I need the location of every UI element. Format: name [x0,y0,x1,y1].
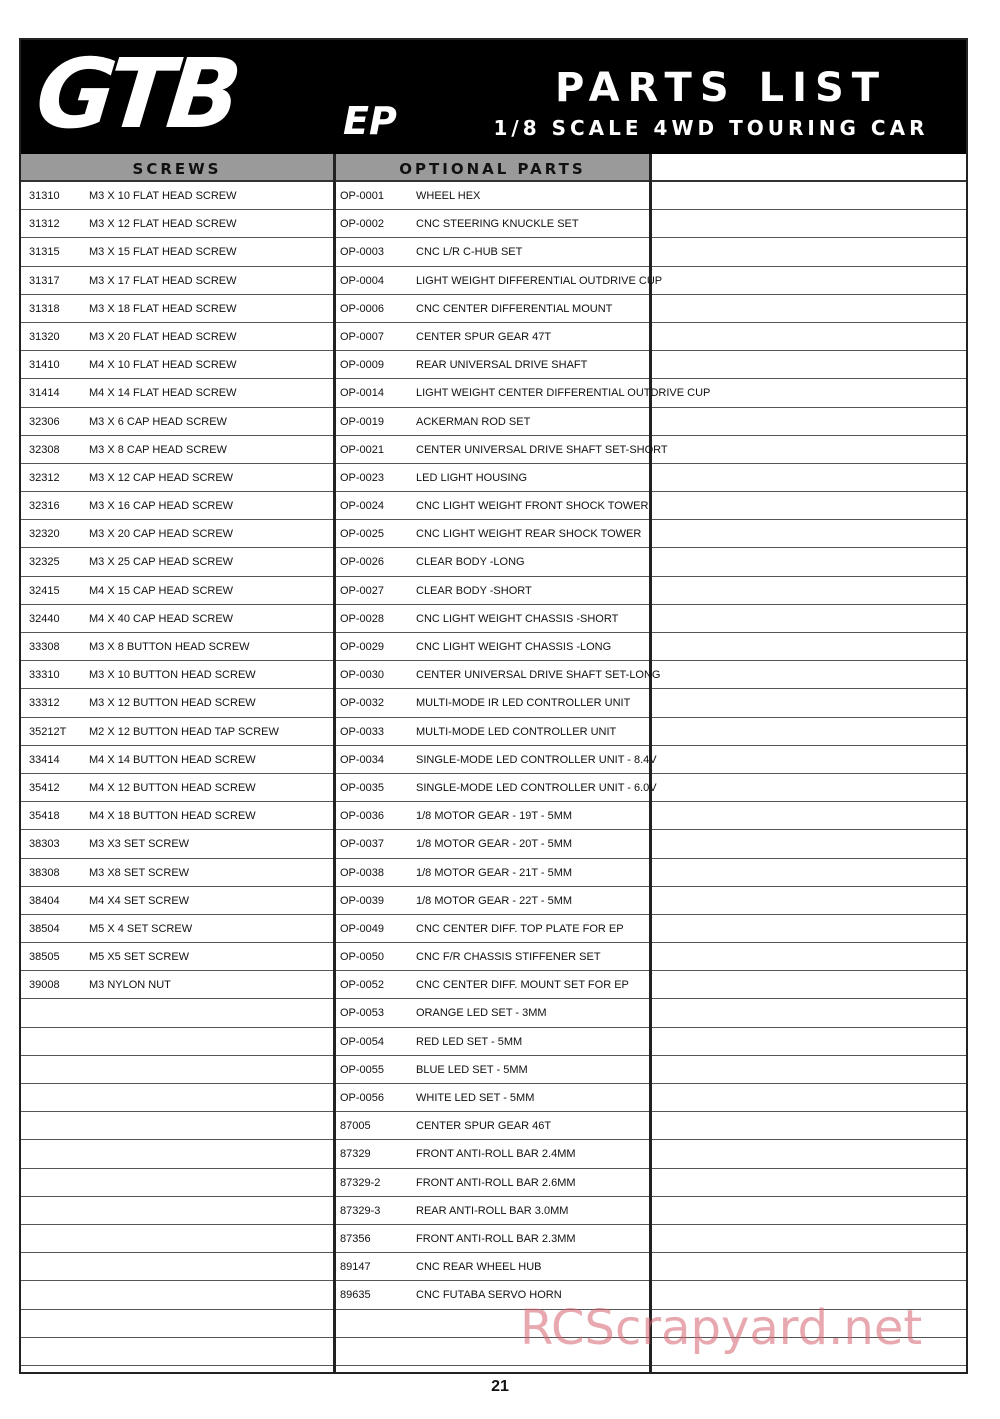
part-code: OP-0002 [340,218,385,231]
part-code: 38504 [29,922,60,935]
table-row [21,1225,333,1253]
table-row [652,774,966,802]
table-row [21,238,333,266]
table-row [336,887,649,915]
table-row [652,999,966,1027]
table-row [652,492,966,520]
table-row [21,323,333,351]
part-name: SINGLE-MODE LED CONTROLLER UNIT - 6.0V [416,781,657,794]
table-row [21,351,333,379]
table-row [336,351,649,379]
table-row [336,267,663,295]
part-name: WHEEL HEX [416,190,481,202]
part-name: CNC F/R CHASSIS STIFFENER SET [416,951,601,964]
table-row [336,1028,649,1056]
part-code: 87356 [340,1232,371,1245]
table-row [336,971,649,999]
table-row [21,633,333,661]
watermark-text: RCScrapyard.net [520,1300,923,1356]
part-name: FRONT ANTI-ROLL BAR 2.4MM [416,1148,576,1161]
part-name: M5 X5 SET SCREW [89,951,190,964]
header-banner [21,40,966,154]
table-row [21,1338,333,1366]
table-row [21,1197,333,1225]
table-row [21,887,333,915]
part-code: OP-0006 [340,302,385,315]
table-row [336,605,649,633]
part-code: 35418 [29,810,60,823]
table-row [21,464,333,492]
part-name: 1/8 MOTOR GEAR - 19T - 5MM [416,810,573,823]
page-title: PARTS LIST [554,65,888,111]
part-name: M3 X 6 CAP HEAD SCREW [89,415,227,428]
part-code: OP-0024 [340,500,385,513]
part-code: OP-0049 [340,922,385,935]
part-name: M3 X 8 BUTTON HEAD SCREW [89,641,250,653]
table-row [652,718,966,746]
part-code: 32440 [29,612,60,625]
part-name: LIGHT WEIGHT DIFFERENTIAL OUTDRIVE CUP [416,274,663,287]
table-row [652,1140,966,1168]
part-name: M2 X 12 BUTTON HEAD TAP SCREW [89,725,279,738]
part-name: M3 X3 SET SCREW [89,838,190,851]
table-row [652,436,966,464]
part-name: CNC REAR WHEEL HUB [416,1261,542,1274]
table-row [21,577,333,605]
table-row [336,915,649,943]
table-row [652,295,966,323]
part-name: CLEAR BODY -SHORT [416,584,532,597]
part-code: OP-0053 [340,1007,385,1020]
part-code: 87329-3 [340,1204,381,1217]
part-name: 1/8 MOTOR GEAR - 21T - 5MM [416,866,573,879]
table-row [336,830,649,858]
table-row [336,633,649,661]
part-name: M3 X 10 FLAT HEAD SCREW [89,190,237,202]
part-name: CNC L/R C-HUB SET [416,246,523,259]
table-row [652,548,966,576]
part-name: CNC FUTABA SERVO HORN [416,1289,562,1302]
part-code: OP-0014 [340,387,385,400]
part-code: 32316 [29,500,60,513]
table-row [652,267,966,295]
part-code: 87329 [340,1148,371,1161]
table-row [652,182,966,210]
table-row [336,436,668,464]
table-row [652,1112,966,1140]
part-code: 32325 [29,556,60,569]
part-name: M4 X 14 FLAT HEAD SCREW [89,387,237,400]
part-name: REAR ANTI-ROLL BAR 3.0MM [416,1204,569,1217]
table-row [21,548,333,576]
part-name: RED LED SET - 5MM [416,1035,523,1048]
table-row [652,1084,966,1112]
table-row [21,802,333,830]
blank-column [652,154,966,1372]
part-code: 33308 [29,641,60,653]
blank-table [652,182,966,1366]
table-row [652,1056,966,1084]
part-name: CNC CENTER DIFF. TOP PLATE FOR EP [416,922,624,935]
part-name: M3 X 25 CAP HEAD SCREW [89,556,234,569]
table-row [21,520,333,548]
table-row [652,887,966,915]
part-code: 38303 [29,838,60,851]
table-row [336,859,649,887]
part-code: OP-0034 [340,753,385,766]
table-row [336,1140,649,1168]
part-name: 1/8 MOTOR GEAR - 20T - 5MM [416,838,573,851]
part-code: 87005 [340,1120,371,1133]
part-name: CLEAR BODY -LONG [416,556,525,569]
part-code: 31312 [29,218,60,231]
part-name: CENTER UNIVERSAL DRIVE SHAFT SET-LONG [416,669,661,682]
table-row [652,464,966,492]
part-code: 89635 [340,1289,371,1302]
part-code: 31410 [29,359,60,372]
part-code: OP-0036 [340,810,385,823]
part-name: MULTI-MODE LED CONTROLLER UNIT [416,725,617,738]
table-row [652,802,966,830]
screws-table [21,182,333,1366]
part-code: 87329-2 [340,1176,381,1189]
part-code: 32312 [29,471,60,484]
table-row [21,1169,333,1197]
part-name: CNC LIGHT WEIGHT FRONT SHOCK TOWER [416,500,649,513]
part-name: M4 X 12 BUTTON HEAD SCREW [89,781,256,794]
part-name: M4 X4 SET SCREW [89,894,190,907]
part-code: 33312 [29,697,60,710]
part-code: 31414 [29,387,60,400]
part-name: M3 X 12 CAP HEAD SCREW [89,471,234,484]
table-row [336,464,649,492]
table-row [336,182,649,210]
table-row [21,379,333,407]
table-row [652,379,966,407]
gtb-logo: GTB [31,38,241,150]
part-name: M4 X 40 CAP HEAD SCREW [89,612,234,625]
table-row [336,661,661,689]
part-code: 31317 [29,274,60,287]
part-code: 39008 [29,979,60,992]
table-row [336,548,649,576]
part-name: FRONT ANTI-ROLL BAR 2.3MM [416,1232,576,1245]
table-row [652,577,966,605]
part-name: M3 X 16 CAP HEAD SCREW [89,500,234,513]
table-row [336,1225,649,1253]
part-code: OP-0035 [340,781,385,794]
part-code: 38505 [29,951,60,964]
table-row [652,520,966,548]
ep-logo-suffix: EP [343,99,397,143]
part-code: OP-0007 [340,330,385,343]
part-code: OP-0021 [340,443,385,456]
part-name: CNC LIGHT WEIGHT REAR SHOCK TOWER [416,528,642,541]
table-row [652,746,966,774]
part-name: M3 X 10 BUTTON HEAD SCREW [89,669,256,682]
part-code: OP-0019 [340,415,385,428]
part-code: OP-0030 [340,669,385,682]
table-row [652,859,966,887]
table-row [21,915,333,943]
optional-parts-table [336,182,711,1366]
table-row [21,1112,333,1140]
table-row [336,408,649,436]
part-name: M4 X 15 CAP HEAD SCREW [89,584,234,597]
table-row [652,408,966,436]
table-row [336,520,649,548]
table-row [336,492,649,520]
part-name: CENTER UNIVERSAL DRIVE SHAFT SET-SHORT [416,443,668,456]
part-code: OP-0009 [340,359,385,372]
part-name: M3 X 20 FLAT HEAD SCREW [89,330,237,343]
part-name: LED LIGHT HOUSING [416,471,528,484]
table-row [336,379,711,407]
part-name: CNC STEERING KNUCKLE SET [416,218,579,231]
table-row [652,661,966,689]
table-row [336,999,649,1027]
table-row [336,577,649,605]
table-row [336,1084,649,1112]
table-row [21,999,333,1027]
part-code: 38404 [29,894,60,907]
table-row [336,295,649,323]
part-code: 32306 [29,415,60,428]
part-code: OP-0027 [340,584,385,597]
table-row [21,689,333,717]
part-name: CENTER SPUR GEAR 47T [416,330,552,343]
part-code: 33414 [29,753,60,766]
table-row [652,943,966,971]
screws-heading: SCREWS [21,154,333,182]
part-name: M5 X 4 SET SCREW [89,922,193,935]
table-row [336,943,649,971]
table-row [652,689,966,717]
part-name: M3 X 12 FLAT HEAD SCREW [89,218,237,231]
part-name: CNC LIGHT WEIGHT CHASSIS -SHORT [416,612,619,625]
table-row [21,267,333,295]
part-code: OP-0026 [340,556,385,569]
part-code: 31310 [29,190,60,202]
part-name: MULTI-MODE IR LED CONTROLLER UNIT [416,697,631,710]
part-code: 33310 [29,669,60,682]
table-row [336,1197,649,1225]
table-row [21,661,333,689]
part-code: OP-0003 [340,246,385,259]
part-name: M3 X 8 CAP HEAD SCREW [89,443,227,456]
table-row [21,746,333,774]
table-row [652,971,966,999]
table-row [336,210,649,238]
table-row [652,1253,966,1281]
table-row [652,238,966,266]
part-name: CENTER SPUR GEAR 46T [416,1120,552,1133]
table-row [652,1197,966,1225]
table-row [21,210,333,238]
table-row [21,492,333,520]
page-number: 21 [491,1378,509,1395]
part-code: OP-0056 [340,1092,385,1104]
part-code: 32308 [29,443,60,456]
table-row [336,323,649,351]
part-code: OP-0032 [340,697,385,710]
part-code: OP-0055 [340,1063,385,1076]
table-row [652,915,966,943]
part-code: OP-0039 [340,894,385,907]
part-code: OP-0054 [340,1035,385,1048]
parts-list-sheet [19,38,968,1374]
table-row [336,718,649,746]
table-row [652,210,966,238]
table-row [21,1253,333,1281]
blank-heading [652,154,966,182]
part-code: OP-0050 [340,951,385,964]
part-name: WHITE LED SET - 5MM [416,1092,535,1104]
table-row [652,1028,966,1056]
table-row [21,774,333,802]
part-code: OP-0001 [340,190,385,202]
table-row [652,323,966,351]
part-name: M3 X 15 FLAT HEAD SCREW [89,246,237,259]
part-name: M3 X8 SET SCREW [89,866,190,879]
table-row [652,605,966,633]
table-row [21,971,333,999]
table-row [652,1169,966,1197]
optional-parts-column [336,154,711,1372]
table-row [336,774,657,802]
part-name: CNC LIGHT WEIGHT CHASSIS -LONG [416,641,612,653]
table-row [21,943,333,971]
table-row [652,830,966,858]
table-row [21,408,333,436]
part-code: 35212T [29,725,67,738]
table-row [21,1281,333,1309]
part-name: ACKERMAN ROD SET [416,415,531,428]
part-name: CNC CENTER DIFFERENTIAL MOUNT [416,302,613,315]
table-row [336,746,657,774]
table-row [21,718,333,746]
optional-parts-heading: OPTIONAL PARTS [336,154,649,182]
table-row [336,1112,649,1140]
table-row [336,1253,649,1281]
table-row [21,1140,333,1168]
table-row [21,295,333,323]
part-name: M3 X 17 FLAT HEAD SCREW [89,274,237,287]
part-code: 32415 [29,584,60,597]
part-name: SINGLE-MODE LED CONTROLLER UNIT - 8.4V [416,753,657,766]
table-row [336,238,649,266]
table-row [652,633,966,661]
part-code: 35412 [29,781,60,794]
part-name: REAR UNIVERSAL DRIVE SHAFT [416,359,588,372]
part-name: M4 X 10 FLAT HEAD SCREW [89,359,237,372]
table-row [336,1169,649,1197]
table-row [652,1225,966,1253]
part-code: OP-0033 [340,725,385,738]
page-subtitle: 1/8 SCALE 4WD TOURING CAR [493,116,929,140]
part-code: 89147 [340,1261,371,1274]
table-row [21,436,333,464]
part-name: 1/8 MOTOR GEAR - 22T - 5MM [416,894,573,907]
part-name: M3 X 20 CAP HEAD SCREW [89,528,234,541]
table-row [21,859,333,887]
part-name: M3 NYLON NUT [89,979,171,992]
table-row [21,1310,333,1338]
part-name: BLUE LED SET - 5MM [416,1063,528,1076]
table-row [21,605,333,633]
part-code: OP-0038 [340,866,385,879]
table-row [21,830,333,858]
table-row [336,689,649,717]
part-code: 31318 [29,302,60,315]
part-name: M4 X 14 BUTTON HEAD SCREW [89,753,256,766]
screws-column [21,154,336,1372]
part-code: 38308 [29,866,60,879]
part-name: M4 X 18 BUTTON HEAD SCREW [89,810,256,823]
table-row [336,802,649,830]
table-row [21,182,333,210]
part-code: OP-0037 [340,838,385,851]
part-code: 31315 [29,246,60,259]
part-name: LIGHT WEIGHT CENTER DIFFERENTIAL OUTDRIVE CUP [416,387,711,400]
part-name: M3 X 12 BUTTON HEAD SCREW [89,697,256,710]
part-code: OP-0025 [340,528,385,541]
table-row [652,351,966,379]
table-row [21,1028,333,1056]
part-name: CNC CENTER DIFF. MOUNT SET FOR EP [416,979,629,992]
part-code: OP-0052 [340,979,385,992]
part-code: OP-0029 [340,641,385,653]
table-row [21,1056,333,1084]
part-name: ORANGE LED SET - 3MM [416,1007,547,1020]
part-name: M3 X 18 FLAT HEAD SCREW [89,302,237,315]
part-code: 32320 [29,528,60,541]
table-row [336,1056,649,1084]
part-code: 31320 [29,330,60,343]
part-code: OP-0028 [340,612,385,625]
part-code: OP-0004 [340,274,385,287]
part-code: OP-0023 [340,471,385,484]
table-row [21,1084,333,1112]
part-name: FRONT ANTI-ROLL BAR 2.6MM [416,1176,576,1189]
